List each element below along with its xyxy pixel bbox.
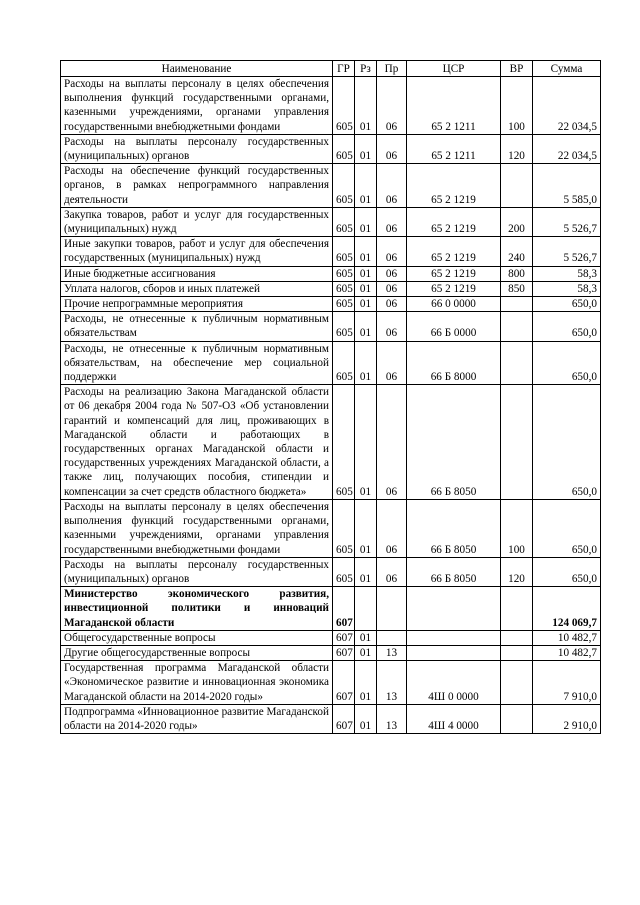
- cell-vr: 100: [501, 77, 533, 135]
- cell-pr: 06: [377, 164, 407, 208]
- cell-rz: 01: [355, 630, 377, 645]
- cell-sum: 10 482,7: [533, 630, 601, 645]
- cell-csr: 65 2 1219: [407, 237, 501, 266]
- cell-pr: 06: [377, 557, 407, 586]
- cell-pr: 06: [377, 312, 407, 341]
- cell-gr: 605: [333, 77, 355, 135]
- cell-pr: 13: [377, 661, 407, 705]
- cell-sum: 58,3: [533, 281, 601, 296]
- cell-rz: 01: [355, 297, 377, 312]
- cell-gr: 607: [333, 645, 355, 660]
- cell-csr: 66 Б 0000: [407, 312, 501, 341]
- cell-vr: [501, 630, 533, 645]
- cell-vr: 100: [501, 499, 533, 557]
- cell-gr: 605: [333, 266, 355, 281]
- header-gr: ГР: [333, 61, 355, 77]
- cell-rz: 01: [355, 645, 377, 660]
- cell-gr: 607: [333, 587, 355, 631]
- table-row: [61, 237, 601, 266]
- cell-sum: 650,0: [533, 297, 601, 312]
- cell-csr: 65 2 1219: [407, 207, 501, 236]
- cell-vr: [501, 704, 533, 733]
- table-row: [61, 281, 601, 296]
- cell-name: Иные бюджетные ассигнования: [61, 266, 333, 281]
- cell-sum: 58,3: [533, 266, 601, 281]
- cell-name: Прочие непрограммные мероприятия: [61, 297, 333, 312]
- cell-pr: 06: [377, 499, 407, 557]
- cell-vr: [501, 661, 533, 705]
- cell-pr: 06: [377, 207, 407, 236]
- cell-vr: [501, 312, 533, 341]
- table-row: [61, 164, 601, 208]
- cell-csr: 65 2 1219: [407, 266, 501, 281]
- cell-gr: 605: [333, 557, 355, 586]
- cell-name: Расходы на выплаты персоналу в целях обеспечения выполнения функций государственными органами, казенными учреждениями, органами управления государственными внебюджетными фондами: [61, 499, 333, 557]
- table-row: [61, 134, 601, 163]
- header-pr: Пр: [377, 61, 407, 77]
- cell-vr: [501, 164, 533, 208]
- cell-name: Уплата налогов, сборов и иных платежей: [61, 281, 333, 296]
- cell-name: Подпрограмма «Инновационное развитие Магаданской области на 2014-2020 годы»: [61, 704, 333, 733]
- cell-gr: 605: [333, 164, 355, 208]
- cell-pr: 13: [377, 645, 407, 660]
- cell-vr: 850: [501, 281, 533, 296]
- header-csr: ЦСР: [407, 61, 501, 77]
- cell-csr: 65 2 1211: [407, 77, 501, 135]
- cell-csr: [407, 630, 501, 645]
- cell-rz: [355, 587, 377, 631]
- table-row: [61, 704, 601, 733]
- cell-name: Расходы на обеспечение функций государственных органов, в рамках непрограммного направления деятельности: [61, 164, 333, 208]
- cell-pr: 06: [377, 341, 407, 385]
- cell-rz: 01: [355, 281, 377, 296]
- cell-csr: 66 Б 8000: [407, 341, 501, 385]
- cell-vr: 200: [501, 207, 533, 236]
- cell-sum: 7 910,0: [533, 661, 601, 705]
- cell-name: Расходы, не отнесенные к публичным нормативным обязательствам: [61, 312, 333, 341]
- cell-sum: 2 910,0: [533, 704, 601, 733]
- table-row: [61, 341, 601, 385]
- table-row: [61, 587, 601, 631]
- cell-sum: 5 585,0: [533, 164, 601, 208]
- cell-csr: 4Ш 0 0000: [407, 661, 501, 705]
- table-row: [61, 499, 601, 557]
- table-row: [61, 645, 601, 660]
- table-row: [61, 297, 601, 312]
- cell-sum: 124 069,7: [533, 587, 601, 631]
- cell-pr: 06: [377, 385, 407, 500]
- cell-sum: 650,0: [533, 385, 601, 500]
- cell-pr: 06: [377, 237, 407, 266]
- cell-name: Расходы на реализацию Закона Магаданской области от 06 декабря 2004 года № 507-ОЗ «Об установлении гарантий и компенсаций для лиц, проживающих в Магаданской области и работающих в государственных органах Магаданской области и государственных учреждениях Магаданской области, а также лиц, получающих пособия, стипендии и компенсации за счет средств областного бюджета»: [61, 385, 333, 500]
- cell-pr: 06: [377, 134, 407, 163]
- cell-sum: 650,0: [533, 312, 601, 341]
- cell-vr: [501, 385, 533, 500]
- cell-gr: 607: [333, 661, 355, 705]
- cell-pr: [377, 630, 407, 645]
- cell-vr: 240: [501, 237, 533, 266]
- cell-gr: 605: [333, 237, 355, 266]
- cell-name: Иные закупки товаров, работ и услуг для обеспечения государственных (муниципальных) нужд: [61, 237, 333, 266]
- cell-name: Общегосударственные вопросы: [61, 630, 333, 645]
- cell-csr: 66 0 0000: [407, 297, 501, 312]
- cell-pr: 13: [377, 704, 407, 733]
- cell-vr: [501, 297, 533, 312]
- cell-vr: 120: [501, 557, 533, 586]
- header-name: Наименование: [61, 61, 333, 77]
- table-row: [61, 630, 601, 645]
- cell-rz: 01: [355, 499, 377, 557]
- table-row: [61, 661, 601, 705]
- cell-rz: 01: [355, 207, 377, 236]
- cell-csr: 65 2 1219: [407, 281, 501, 296]
- cell-gr: 607: [333, 630, 355, 645]
- cell-rz: 01: [355, 237, 377, 266]
- header-rz: Рз: [355, 61, 377, 77]
- cell-gr: 605: [333, 134, 355, 163]
- cell-name: Закупка товаров, работ и услуг для государственных (муниципальных) нужд: [61, 207, 333, 236]
- header-vr: ВР: [501, 61, 533, 77]
- cell-csr: 66 Б 8050: [407, 557, 501, 586]
- table-row: [61, 557, 601, 586]
- cell-vr: [501, 341, 533, 385]
- table-row: [61, 207, 601, 236]
- cell-vr: 800: [501, 266, 533, 281]
- cell-rz: 01: [355, 385, 377, 500]
- cell-sum: 22 034,5: [533, 134, 601, 163]
- cell-rz: 01: [355, 661, 377, 705]
- cell-pr: 06: [377, 77, 407, 135]
- cell-sum: 22 034,5: [533, 77, 601, 135]
- cell-sum: 650,0: [533, 341, 601, 385]
- cell-rz: 01: [355, 164, 377, 208]
- cell-csr: 65 2 1219: [407, 164, 501, 208]
- cell-gr: 605: [333, 499, 355, 557]
- cell-rz: 01: [355, 77, 377, 135]
- cell-rz: 01: [355, 134, 377, 163]
- cell-sum: 5 526,7: [533, 237, 601, 266]
- cell-vr: [501, 587, 533, 631]
- cell-sum: 10 482,7: [533, 645, 601, 660]
- cell-sum: 650,0: [533, 499, 601, 557]
- cell-gr: 605: [333, 297, 355, 312]
- table-row: [61, 266, 601, 281]
- cell-gr: 605: [333, 341, 355, 385]
- cell-pr: [377, 587, 407, 631]
- cell-pr: 06: [377, 266, 407, 281]
- cell-gr: 605: [333, 281, 355, 296]
- cell-csr: 66 Б 8050: [407, 499, 501, 557]
- table-row: [61, 312, 601, 341]
- table-header: [61, 61, 601, 77]
- cell-gr: 605: [333, 207, 355, 236]
- cell-rz: 01: [355, 704, 377, 733]
- cell-vr: 120: [501, 134, 533, 163]
- cell-name: Расходы на выплаты персоналу в целях обеспечения выполнения функций государственными органами, казенными учреждениями, органами управления государственными внебюджетными фондами: [61, 77, 333, 135]
- cell-sum: 650,0: [533, 557, 601, 586]
- cell-vr: [501, 645, 533, 660]
- cell-gr: 605: [333, 312, 355, 341]
- cell-csr: 4Ш 4 0000: [407, 704, 501, 733]
- table-row: [61, 385, 601, 500]
- cell-name: Расходы, не отнесенные к публичным нормативным обязательствам, на обеспечение мер социальной поддержки: [61, 341, 333, 385]
- cell-csr: 66 Б 8050: [407, 385, 501, 500]
- cell-name: Другие общегосударственные вопросы: [61, 645, 333, 660]
- cell-sum: 5 526,7: [533, 207, 601, 236]
- header-sum: Сумма: [533, 61, 601, 77]
- cell-csr: [407, 645, 501, 660]
- cell-rz: 01: [355, 266, 377, 281]
- cell-pr: 06: [377, 281, 407, 296]
- cell-gr: 605: [333, 385, 355, 500]
- cell-rz: 01: [355, 312, 377, 341]
- budget-table: [60, 60, 601, 734]
- cell-rz: 01: [355, 341, 377, 385]
- cell-csr: 65 2 1211: [407, 134, 501, 163]
- cell-name: Министерство экономического развития, инвестиционной политики и инноваций Магаданской области: [61, 587, 333, 631]
- cell-name: Расходы на выплаты персоналу государственных (муниципальных) органов: [61, 557, 333, 586]
- cell-rz: 01: [355, 557, 377, 586]
- cell-gr: 607: [333, 704, 355, 733]
- table-row: [61, 77, 601, 135]
- cell-name: Расходы на выплаты персоналу государственных (муниципальных) органов: [61, 134, 333, 163]
- cell-name: Государственная программа Магаданской области «Экономическое развитие и инновационная экономика Магаданской области на 2014-2020 годы»: [61, 661, 333, 705]
- cell-pr: 06: [377, 297, 407, 312]
- cell-csr: [407, 587, 501, 631]
